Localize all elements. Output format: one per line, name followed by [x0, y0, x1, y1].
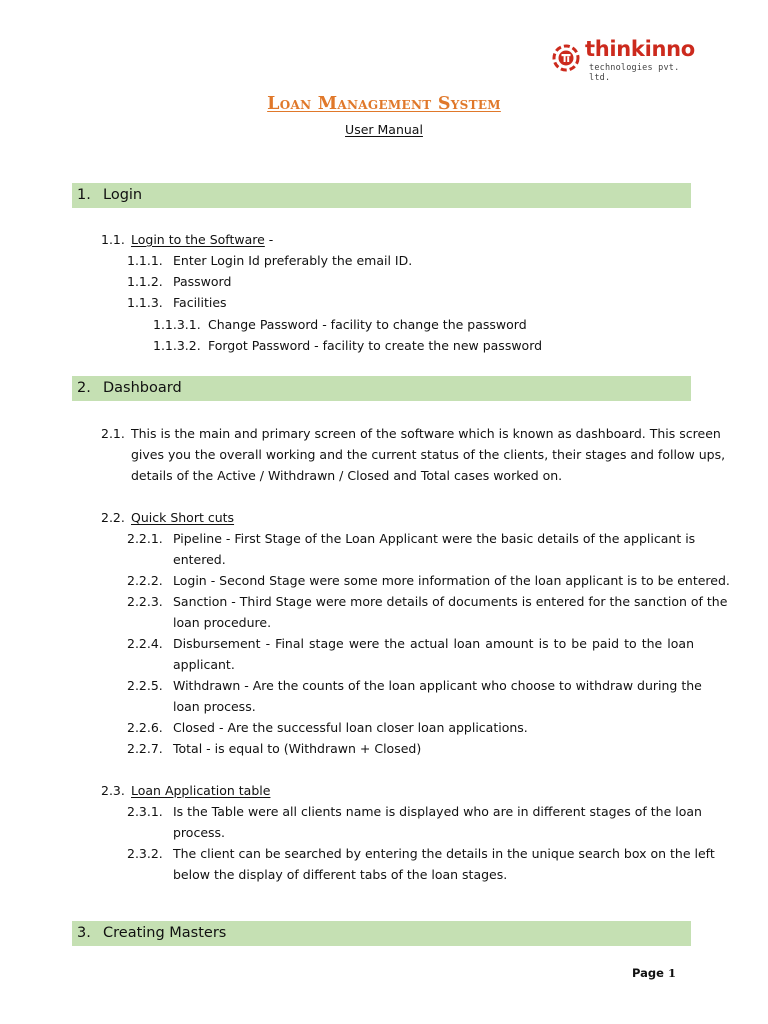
list-item: Is the Table were all clients name is displayed who are in different stages of the loan	[173, 804, 702, 819]
list-item: Disbursement - Final stage were the actual loan amount is to be paid to the loan	[173, 636, 694, 651]
company-logo	[549, 37, 699, 83]
item-number: 2.3.	[101, 783, 125, 798]
logo-wordmark: thinkinno	[585, 37, 695, 61]
item-number: 1.1.	[101, 232, 125, 247]
item-number: 2.1.	[101, 426, 125, 441]
section-title: Creating Masters	[103, 925, 227, 941]
list-item-continued: process.	[173, 825, 226, 840]
list-item-continued: loan process.	[173, 699, 256, 714]
section-number: 3.	[77, 925, 91, 941]
subsection-quick-short-cuts: Quick Short cuts	[131, 510, 235, 525]
list-item-continued: applicant.	[173, 657, 235, 672]
section-title: Dashboard	[103, 380, 182, 396]
section-number: 1.	[77, 187, 91, 203]
item-number: 2.2.	[101, 510, 125, 525]
item-number: 2.2.5.	[127, 678, 163, 693]
subsection-loan-application-table: Loan Application table	[131, 783, 271, 798]
list-item: Withdrawn - Are the counts of the loan applicant who choose to withdraw during the	[173, 678, 702, 693]
list-item: Enter Login Id preferably the email ID.	[173, 253, 413, 268]
item-number: 2.2.7.	[127, 741, 163, 756]
item-number: 1.1.1.	[127, 253, 163, 268]
document-subtitle: User Manual	[345, 122, 423, 137]
item-number: 2.3.1.	[127, 804, 163, 819]
list-item: Total - is equal to (Withdrawn + Closed)	[173, 741, 422, 756]
item-number: 2.2.3.	[127, 594, 163, 609]
list-item-continued: loan procedure.	[173, 615, 272, 630]
subsection-login-to-software: Login to the Software -	[131, 232, 274, 247]
item-number: 1.1.3.1.	[153, 317, 201, 332]
list-item-continued: entered.	[173, 552, 226, 567]
list-item: Change Password - facility to change the password	[208, 317, 527, 332]
item-number: 1.1.2.	[127, 274, 163, 289]
item-number: 2.2.6.	[127, 720, 163, 735]
page-footer	[632, 966, 676, 980]
paragraph-line: This is the main and primary screen of the software which is known as dashboard. This screen	[131, 426, 721, 441]
section-header-dashboard	[72, 376, 691, 401]
item-number: 1.1.3.	[127, 295, 163, 310]
logo-tagline: technologies pvt. ltd.	[589, 63, 680, 83]
document-title: Loan Management System	[267, 94, 501, 114]
list-item: Facilities	[173, 295, 227, 310]
item-number: 2.2.2.	[127, 573, 163, 588]
item-number: 1.1.3.2.	[153, 338, 201, 353]
section-number: 2.	[77, 380, 91, 396]
list-item: The client can be searched by entering the details in the unique search box on the left	[173, 846, 715, 861]
section-title: Login	[103, 187, 143, 203]
page-number: 1	[667, 966, 676, 980]
section-header-creating-masters	[72, 921, 691, 946]
thinkinno-logo-icon	[551, 43, 581, 73]
list-item: Closed - Are the successful loan closer loan applications.	[173, 720, 528, 735]
list-item: Pipeline - First Stage of the Loan Applicant were the basic details of the applicant is	[173, 531, 696, 546]
item-number: 2.2.4.	[127, 636, 163, 651]
section-header-login	[72, 183, 691, 208]
list-item: Sanction - Third Stage were more details of documents is entered for the sanction of the	[173, 594, 728, 609]
list-item: Forgot Password - facility to create the new password	[208, 338, 543, 353]
paragraph-line: details of the Active / Withdrawn / Closed and Total cases worked on.	[131, 468, 563, 483]
list-item-continued: below the display of different tabs of the loan stages.	[173, 867, 508, 882]
list-item: Login - Second Stage were some more information of the loan applicant is to be entered.	[173, 573, 730, 588]
item-number: 2.3.2.	[127, 846, 163, 861]
list-item: Password	[173, 274, 232, 289]
item-number: 2.2.1.	[127, 531, 163, 546]
page-label: Page	[632, 966, 664, 980]
paragraph-line: gives you the overall working and the current status of the clients, their stages and follow ups,	[131, 447, 726, 462]
